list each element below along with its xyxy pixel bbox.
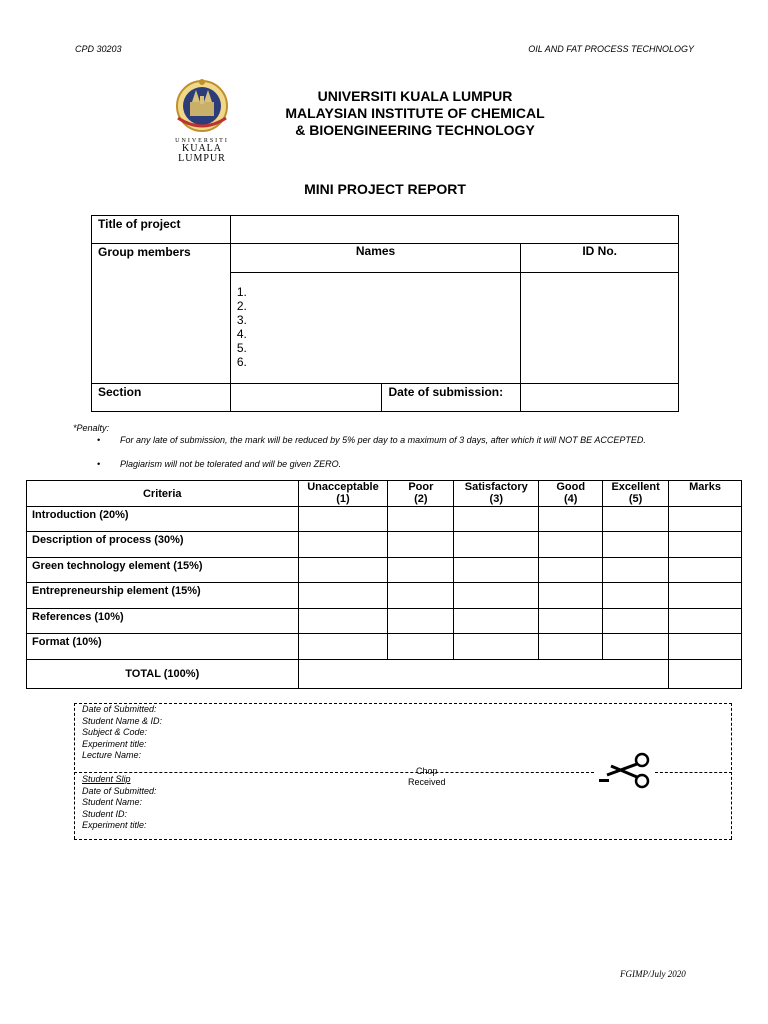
- institution-line1: UNIVERSITI KUALA LUMPUR: [317, 88, 513, 104]
- marks-cell[interactable]: [669, 532, 742, 558]
- member-number: 3.: [236, 313, 247, 327]
- section-input[interactable]: [230, 384, 382, 412]
- total-score-cell[interactable]: [298, 660, 669, 689]
- table-row: [27, 558, 742, 583]
- score-cell[interactable]: [298, 634, 388, 660]
- slip-field: Subject & Code:: [82, 727, 148, 737]
- table-row: [27, 507, 742, 532]
- criteria-header: Criteria: [27, 481, 299, 507]
- total-marks-cell[interactable]: [669, 660, 742, 689]
- slip-field: Date of Submitted:: [82, 704, 157, 714]
- score-cell[interactable]: [388, 532, 454, 558]
- report-title: MINI PROJECT REPORT: [304, 181, 466, 197]
- score-cell[interactable]: [298, 507, 388, 532]
- score-cell[interactable]: [603, 558, 669, 583]
- score-cell[interactable]: [388, 583, 454, 609]
- table-row: [27, 532, 742, 558]
- total-row: [27, 660, 742, 689]
- score-cell[interactable]: [388, 609, 454, 634]
- score-cell[interactable]: [603, 583, 669, 609]
- marks-cell[interactable]: [669, 634, 742, 660]
- slip-field: Experiment title:: [82, 820, 147, 830]
- score-cell[interactable]: [603, 532, 669, 558]
- score-cell[interactable]: [388, 507, 454, 532]
- rubric-column-header: Good (4): [539, 481, 603, 507]
- student-slip-fields: [82, 774, 157, 832]
- table-row: [27, 634, 742, 660]
- score-cell[interactable]: [454, 634, 539, 660]
- slip-field: Experiment title:: [82, 738, 147, 749]
- id-header: ID No.: [521, 244, 679, 273]
- score-cell[interactable]: [454, 558, 539, 583]
- rubric-column-header: Unacceptable (1): [298, 481, 388, 507]
- university-logo: [166, 76, 238, 168]
- course-name: OIL AND FAT PROCESS TECHNOLOGY: [528, 44, 694, 54]
- scissors-icon: [597, 750, 655, 795]
- marks-cell[interactable]: [669, 583, 742, 609]
- score-cell[interactable]: [539, 609, 603, 634]
- score-cell[interactable]: [539, 507, 603, 532]
- logo-text-line1: UNIVERSITI: [175, 138, 229, 144]
- institution-line2: MALAYSIAN INSTITUTE OF CHEMICAL: [285, 105, 545, 121]
- lecturer-copy-fields: [82, 704, 162, 762]
- score-cell[interactable]: [454, 583, 539, 609]
- total-label: TOTAL (100%): [27, 660, 299, 689]
- score-cell[interactable]: [603, 634, 669, 660]
- criteria-label: Entrepreneurship element (15%): [27, 583, 299, 609]
- student-slip-heading: Student Slip: [82, 774, 131, 784]
- criteria-label: Description of process (30%): [27, 532, 299, 558]
- group-members-label: Group members: [92, 244, 231, 384]
- submission-date-input[interactable]: [521, 384, 679, 412]
- received-label: Received: [408, 777, 446, 787]
- score-cell[interactable]: [539, 558, 603, 583]
- rubric-column-header: Excellent (5): [603, 481, 669, 507]
- score-cell[interactable]: [603, 507, 669, 532]
- score-cell[interactable]: [298, 558, 388, 583]
- marks-cell[interactable]: [669, 507, 742, 532]
- bullet-icon: •: [97, 459, 101, 469]
- member-number: 6.: [236, 355, 247, 369]
- member-number: 1.: [236, 285, 247, 299]
- score-cell[interactable]: [298, 609, 388, 634]
- rubric-column-header: Poor (2): [388, 481, 454, 507]
- member-ids-cell[interactable]: [521, 273, 679, 384]
- slip-field: Date of Submitted:: [82, 785, 157, 796]
- marks-cell[interactable]: [669, 609, 742, 634]
- marks-header: Marks: [669, 481, 742, 507]
- penalty-item-late: For any late of submission, the mark will be reduced by 5% per day to a maximum of 3 days, after which it will NOT BE ACCEPTED.: [120, 435, 646, 445]
- rubric-column-header: Satisfactory (3): [454, 481, 539, 507]
- course-code: CPD 30203: [75, 44, 122, 54]
- crest-icon: [166, 76, 238, 132]
- member-number: 4.: [236, 327, 247, 341]
- score-cell[interactable]: [603, 609, 669, 634]
- bullet-icon: •: [97, 435, 101, 445]
- score-cell[interactable]: [454, 507, 539, 532]
- section-label: Section: [92, 384, 231, 412]
- table-row: [27, 609, 742, 634]
- score-cell[interactable]: [454, 532, 539, 558]
- submission-date-label: Date of submission:: [382, 384, 521, 412]
- score-cell[interactable]: [454, 609, 539, 634]
- marks-cell[interactable]: [669, 558, 742, 583]
- slip-field: Student Name:: [82, 797, 143, 807]
- chop-received: [408, 766, 446, 788]
- criteria-label: Introduction (20%): [27, 507, 299, 532]
- project-info-table: [91, 215, 679, 412]
- score-cell[interactable]: [388, 558, 454, 583]
- member-number: 2.: [236, 299, 247, 313]
- criteria-label: Format (10%): [27, 634, 299, 660]
- member-names-cell[interactable]: [230, 273, 520, 384]
- score-cell[interactable]: [539, 532, 603, 558]
- title-input[interactable]: [230, 216, 678, 244]
- institution-name: [250, 88, 580, 139]
- title-label: Title of project: [92, 216, 231, 244]
- score-cell[interactable]: [539, 583, 603, 609]
- logo-text-line2: KUALA: [182, 143, 222, 154]
- footer-code: FGIMP/July 2020: [620, 969, 686, 979]
- criteria-label: Green technology element (15%): [27, 558, 299, 583]
- score-cell[interactable]: [539, 634, 603, 660]
- score-cell[interactable]: [388, 634, 454, 660]
- table-row: [27, 583, 742, 609]
- score-cell[interactable]: [298, 532, 388, 558]
- slip-field: Lecture Name:: [82, 750, 142, 760]
- member-number: 5.: [236, 341, 247, 355]
- score-cell[interactable]: [298, 583, 388, 609]
- logo-text-line3: LUMPUR: [178, 153, 226, 164]
- institution-line3: & BIOENGINEERING TECHNOLOGY: [295, 122, 535, 138]
- cut-line: [74, 772, 594, 773]
- criteria-label: References (10%): [27, 609, 299, 634]
- names-header: Names: [230, 244, 520, 273]
- chop-label: Chop: [416, 766, 438, 776]
- penalty-heading: *Penalty:: [73, 423, 110, 433]
- rubric-table: [26, 480, 742, 689]
- penalty-item-plagiarism: Plagiarism will not be tolerated and will be given ZERO.: [120, 459, 342, 469]
- slip-field: Student Name & ID:: [82, 715, 163, 726]
- slip-field: Student ID:: [82, 808, 128, 819]
